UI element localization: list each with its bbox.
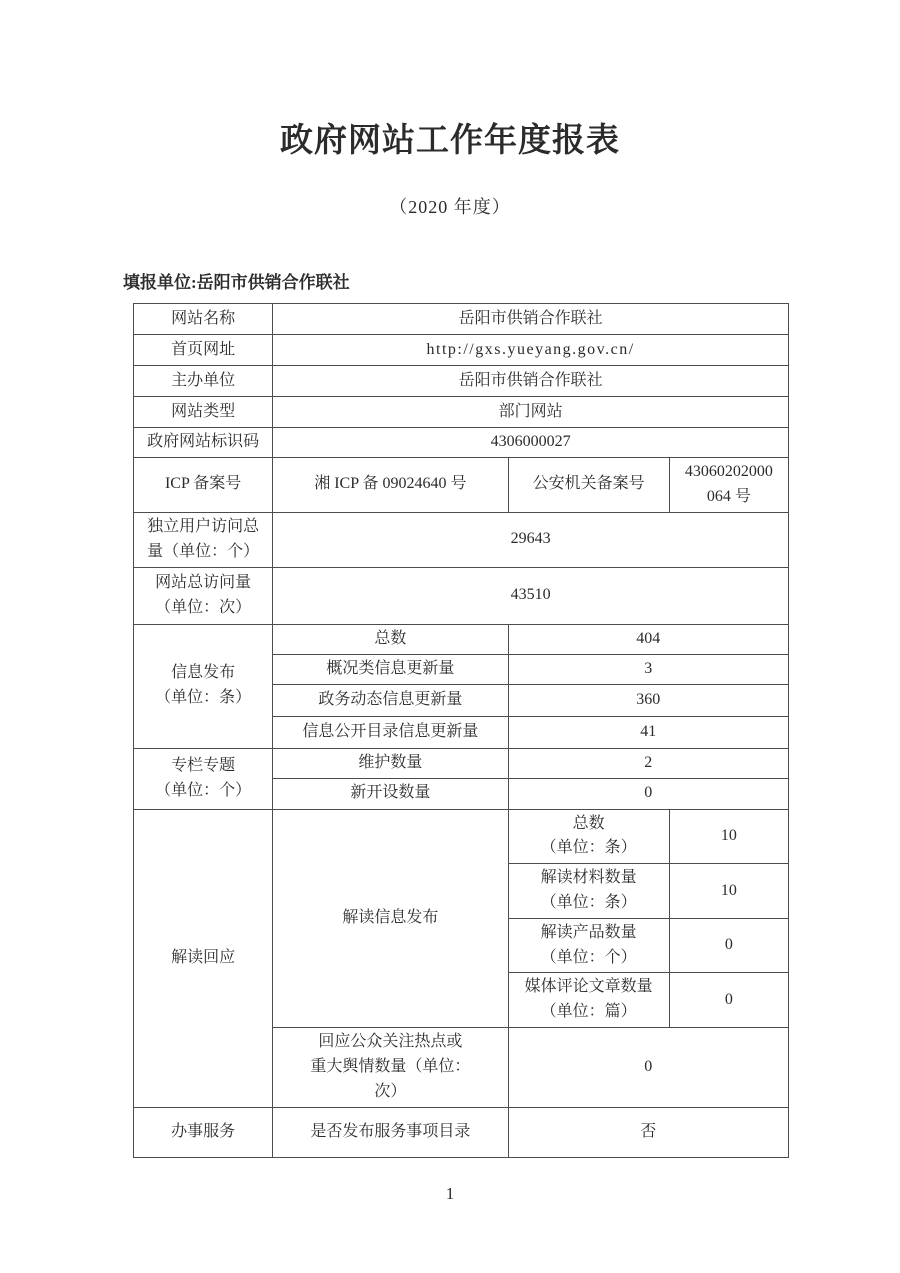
page-title: 政府网站工作年度报表 [280, 120, 620, 159]
icp-value-cell: 湘 ICP 备 09024640 号 [273, 457, 508, 512]
table-row [134, 624, 789, 654]
columns-topics-row-value-cell: 2 [508, 748, 788, 778]
site-code-value-cell: 4306000027 [273, 428, 789, 458]
interpretation-row-label-cell: 解读产品数量 （单位：个） [508, 918, 669, 973]
interpretation-row-value-cell: 10 [669, 864, 788, 919]
table-row [134, 366, 789, 397]
interpretation-row-label-cell: 媒体评论文章数量 （单位：篇） [508, 973, 669, 1028]
unique-visitors-label-cell: 独立用户访问总 量（单位：个） [134, 512, 273, 567]
table-row [134, 567, 789, 624]
page-subtitle: （2020 年度） [389, 197, 511, 217]
site-name-value-cell: 岳阳市供销合作联社 [273, 304, 789, 335]
site-name-label-cell: 网站名称 [134, 304, 273, 335]
site-type-label-cell: 网站类型 [134, 397, 273, 428]
info-publish-row-value-cell: 3 [508, 654, 788, 684]
site-type-value-cell: 部门网站 [273, 397, 789, 428]
table-row [134, 1107, 789, 1157]
info-publish-row-value-cell: 404 [508, 624, 788, 654]
reporting-unit-label: 填报单位:岳阳市供销合作联社 [123, 273, 350, 292]
table-row [134, 457, 789, 512]
table-row [134, 428, 789, 458]
home-url-value-cell: http://gxs.yueyang.gov.cn/ [273, 335, 789, 366]
services-group-label-cell: 办事服务 [134, 1107, 273, 1157]
table-row [134, 304, 789, 335]
total-visits-label-cell: 网站总访问量 （单位：次） [134, 567, 273, 624]
info-publish-row-value-cell: 41 [508, 716, 788, 748]
interpretation-publish-label-cell: 解读信息发布 [273, 809, 508, 1027]
columns-topics-row-value-cell: 0 [508, 778, 788, 809]
table-row [134, 748, 789, 778]
interpretation-row-value-cell: 0 [669, 918, 788, 973]
icp-label-cell: ICP 备案号 [134, 457, 273, 512]
services-row-value-cell: 否 [508, 1107, 788, 1157]
info-publish-row-label-cell: 政务动态信息更新量 [273, 684, 508, 716]
table-row [134, 335, 789, 366]
interpretation-row-label-cell: 解读材料数量 （单位：条） [508, 864, 669, 919]
home-url-label-cell: 首页网址 [134, 335, 273, 366]
hotspot-value-cell: 0 [508, 1027, 788, 1107]
columns-topics-group-label-cell: 专栏专题 （单位：个） [134, 748, 273, 809]
columns-topics-row-label-cell: 新开设数量 [273, 778, 508, 809]
info-publish-row-label-cell: 概况类信息更新量 [273, 654, 508, 684]
info-publish-row-label-cell: 总数 [273, 624, 508, 654]
info-publish-row-value-cell: 360 [508, 684, 788, 716]
organizer-label-cell: 主办单位 [134, 366, 273, 397]
interpretation-row-value-cell: 0 [669, 973, 788, 1028]
unique-visitors-value-cell: 29643 [273, 512, 789, 567]
table-row [134, 809, 789, 864]
total-visits-value-cell: 43510 [273, 567, 789, 624]
table-row [134, 512, 789, 567]
organizer-value-cell: 岳阳市供销合作联社 [273, 366, 789, 397]
annual-report-table [133, 303, 789, 1158]
police-record-value-cell: 43060202000 064 号 [669, 457, 788, 512]
interpretation-group-label-cell: 解读回应 [134, 809, 273, 1107]
hotspot-label-cell: 回应公众关注热点或 重大舆情数量（单位： 次） [273, 1027, 508, 1107]
page-number: 1 [445, 1184, 455, 1203]
interpretation-row-value-cell: 10 [669, 809, 788, 864]
police-record-label-cell: 公安机关备案号 [508, 457, 669, 512]
services-row-label-cell: 是否发布服务事项目录 [273, 1107, 508, 1157]
table-row [134, 397, 789, 428]
info-publish-row-label-cell: 信息公开目录信息更新量 [273, 716, 508, 748]
interpretation-row-label-cell: 总数 （单位：条） [508, 809, 669, 864]
site-code-label-cell: 政府网站标识码 [134, 428, 273, 458]
columns-topics-row-label-cell: 维护数量 [273, 748, 508, 778]
info-publish-group-label-cell: 信息发布 （单位：条） [134, 624, 273, 748]
